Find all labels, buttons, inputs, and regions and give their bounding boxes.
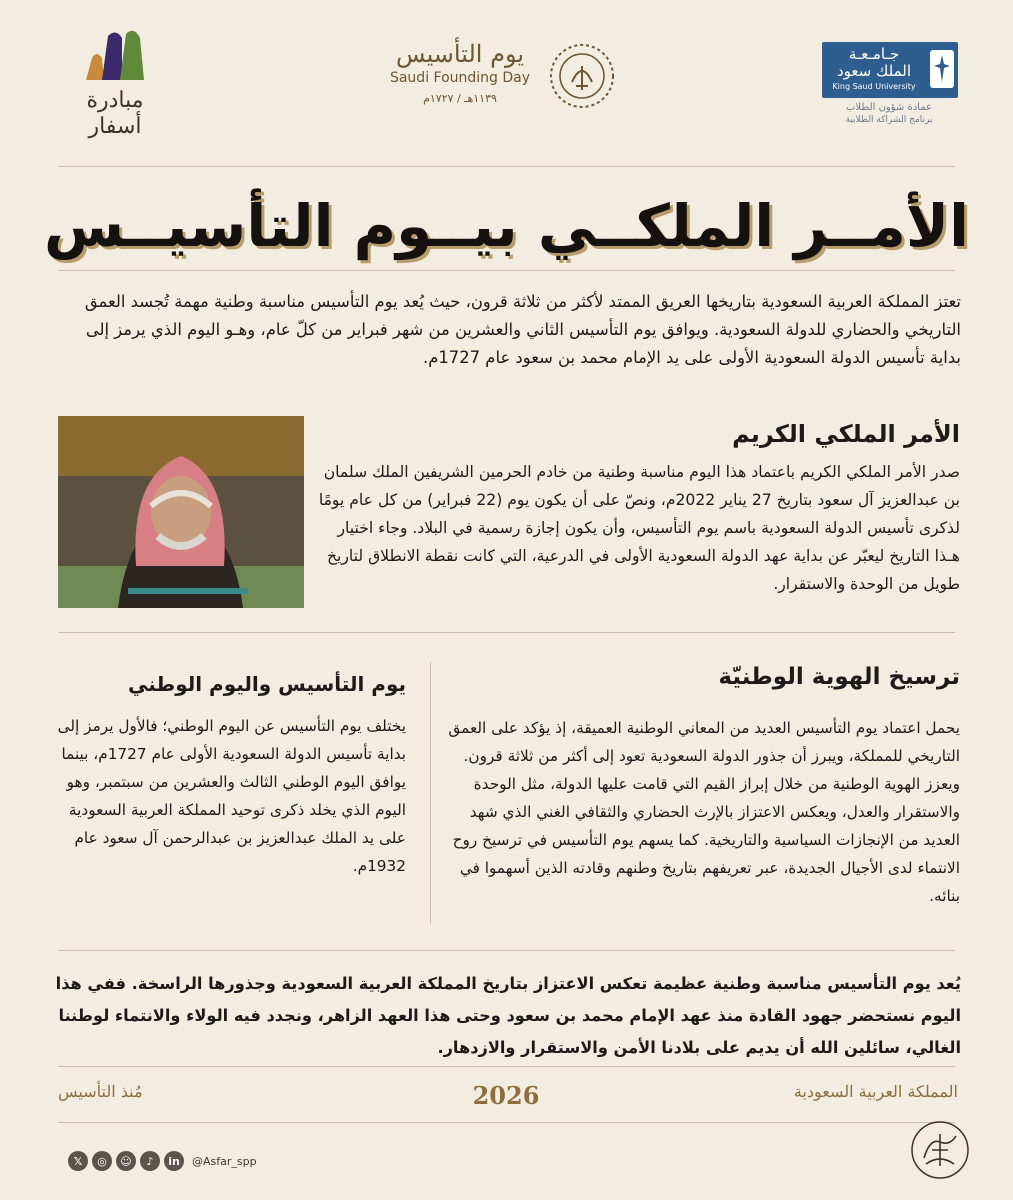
footer-divider-bottom <box>58 1122 955 1123</box>
asfar-logo-text <box>60 88 170 140</box>
asfar-logo <box>60 28 170 148</box>
asfar-line2: أسفار <box>88 114 142 139</box>
asfar-line1: مبادرة <box>86 88 144 113</box>
footer-divider-top <box>58 1066 955 1067</box>
national-day-title: يوم التأسيس واليوم الوطني <box>127 672 406 696</box>
king-portrait-image <box>58 416 304 608</box>
king-photo <box>58 416 304 608</box>
ksu-deanship: عمادة شؤون الطلاب <box>846 102 932 113</box>
footer-year: 2026 <box>472 1081 540 1110</box>
column-divider <box>430 662 431 924</box>
calligraphy-seal-icon <box>910 1120 970 1180</box>
footer-since-founding: مُنذ التأسيس <box>58 1082 143 1101</box>
ksu-program: برنامج الشراكة الطلابية <box>845 115 933 125</box>
social-handle[interactable]: @Asfar_spp <box>192 1154 257 1168</box>
closing-divider <box>58 950 955 951</box>
identity-paragraph: يحمل اعتماد يوم التأسيس العديد من المعاني الوطنية العميقة، إذ يؤكد على العمق التاريخي للمملكة، ويبرز أن جذور الدولة السعودية تعود إلى أكثر من ثلاثة قرون. ويعزز الهوية الوطنية من خلال إبراز القيم التي قامت عليها الدولة، مثل الوحدة والاستقرار والعدل، ويعكس الاعتزاز بالإرث الحضاري والثقافي الغني الذي شهد العديد من الإنجازات السياسية والتاريخية. كما يسهم يوم التأسيس في ترسيخ روح الانتماء لدى الأجيال الجديدة، عبر تعريفهم بتاريخ وطنهم وقادته الذين أسهموا في بنائه. <box>448 719 960 905</box>
header-divider <box>58 166 955 167</box>
page-title: الأمــر الملكــي بيــوم التأسيــس <box>44 192 969 260</box>
section-divider <box>58 632 955 633</box>
founding-day-ar: يوم التأسيس <box>395 40 525 68</box>
linkedin-icon[interactable]: in <box>164 1151 184 1171</box>
ksu-name-ar-line2: الملك سعود <box>836 62 912 80</box>
title-divider <box>58 270 955 271</box>
intro-paragraph: تعتز المملكة العربية السعودية بتاريخها العريق الممتد لأكثر من ثلاثة قرون، حيث يُعد يوم التأسيس مناسبة وطنية مهمة تُجسد العمق التاريخي والحضاري للدولة السعودية. ويوافق يوم التأسيس الثاني والعشرين من شهر فبراير من كلّ عام، وهـو اليوم الذي يرمز إلى بداية تأسيس الدولة السعودية الأولى على يد الإمام محمد بن سعود عام 1727م. <box>84 292 961 367</box>
royal-order-title: الأمر الملكي الكريم <box>732 420 960 448</box>
founding-day-en: Saudi Founding Day <box>389 70 531 86</box>
footer-kingdom: المملكة العربية السعودية <box>793 1082 958 1101</box>
social-links <box>68 1150 257 1172</box>
snapchat-icon[interactable]: ☺ <box>116 1151 136 1171</box>
ksu-crest-icon <box>930 50 954 88</box>
tiktok-icon[interactable]: ♪ <box>140 1151 160 1171</box>
ksu-logo-box <box>822 42 958 98</box>
ksu-logo <box>818 42 960 125</box>
founding-emblem-icon <box>548 42 616 110</box>
asfar-logo-mark-icon <box>82 28 148 82</box>
ksu-name-ar-line1: جـامـعـة <box>848 45 900 63</box>
ksu-name-en: King Saud University <box>832 82 916 91</box>
closing-paragraph: يُعد يوم التأسيس مناسبة وطنية عظيمة تعكس الاعتزاز بتاريخ المملكة العربية السعودية وجذورها الراسخة. ففي هذا اليوم نستحضر جهود القادة منذ عهد الإمام محمد بن سعود وحتى هذا العهد الزاهر، ونجدد فيه الولاء والانتماء لوطننا الغالي، سائلين الله أن يديم على بلادنا الأمن والاستقرار والازدهار. <box>55 974 961 1057</box>
ksu-name-ar <box>822 46 926 80</box>
identity-title: ترسيخ الهوية الوطنيّة <box>718 664 960 690</box>
x-icon[interactable]: 𝕏 <box>68 1151 88 1171</box>
instagram-icon[interactable]: ◎ <box>92 1151 112 1171</box>
royal-order-paragraph: صدر الأمر الملكي الكريم باعتماد هذا اليوم مناسبة وطنية من خادم الحرمين الشريفين الملك سلمان بن عبدالعزيز آل سعود بتاريخ 27 يناير 2022م، ونصّ على أن يكون يوم (22 فبراير) من كل عام يومًا لذكرى تأسيس الدولة السعودية باسم يوم التأسيس، وأن يكون إجازة رسمية في البلاد. وجاء اختيار هـذا التاريخ ليعبّر عن بداية عهد الدولة السعودية الأولى في الدرعية، التي كانت نقطة الانطلاق لتاريخ طويل من الوحدة والاستقرار. <box>318 463 960 593</box>
founding-day-date: ١١٣٩هـ / ١٧٢٧م <box>423 92 497 105</box>
founding-day-logo <box>380 40 630 120</box>
national-day-paragraph: يختلف يوم التأسيس عن اليوم الوطني؛ فالأول يرمز إلى بداية تأسيس الدولة السعودية الأولى عام 1727م، بينما يوافق اليوم الوطني الثالث والعشرين من سبتمبر، وهو اليوم الذي يخلد ذكرى توحيد المملكة العربية السعودية على يد الملك عبدالعزيز بن عبدالرحمن آل سعود عام 1932م. <box>57 717 406 875</box>
